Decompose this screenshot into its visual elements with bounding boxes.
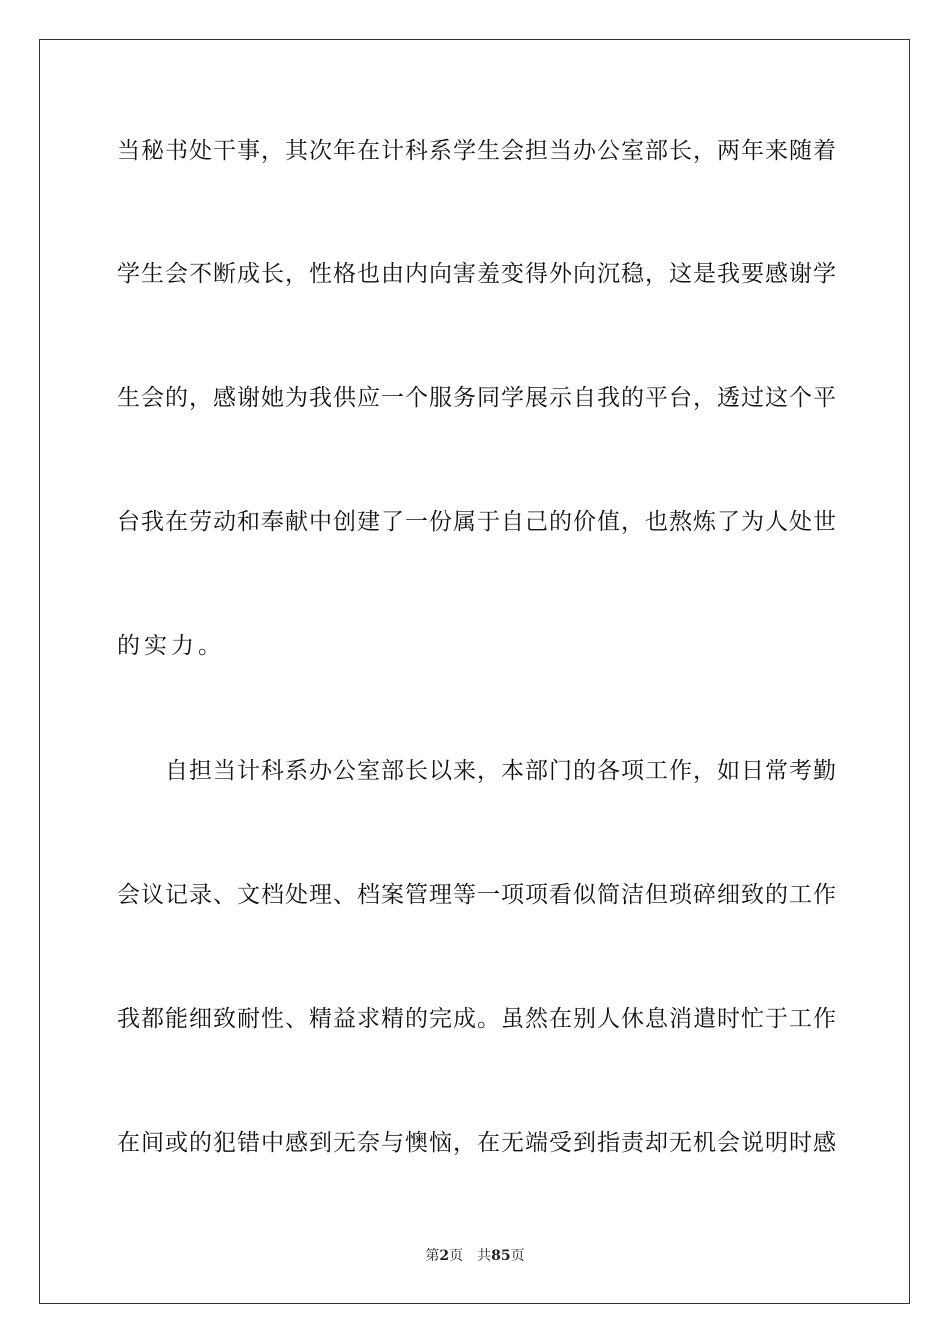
total-prefix: 共 — [477, 1248, 492, 1264]
text-line-3: 生会的，感谢她为我供应一个服务同学展示自我的平台，透过这个平 — [117, 385, 837, 411]
page-footer — [0, 1246, 950, 1266]
text-line-9: 在间或的犯错中感到无奈与懊恼，在无端受到指责却无机会说明时感 — [117, 1130, 837, 1156]
page-number: 2 — [439, 1248, 450, 1264]
page-border — [39, 39, 910, 1304]
paragraph-2-line-1: 自担当计科系办公室部长以来，本部门的各项工作，如日常考勤 — [165, 758, 837, 784]
text-line-8: 我都能细致耐性、精益求精的完成。虽然在别人休息消遣时忙于工作 — [117, 1006, 837, 1032]
text-line-2: 学生会不断成长，性格也由内向害羞变得外向沉稳，这是我要感谢学 — [117, 261, 837, 287]
total-pages: 85 — [491, 1248, 511, 1264]
page-suffix: 页 — [449, 1248, 464, 1264]
text-line-1: 当秘书处干事，其次年在计科系学生会担当办公室部长，两年来随着 — [117, 138, 837, 164]
text-line-5: 的实力。 — [117, 633, 225, 659]
page-prefix: 第 — [425, 1248, 440, 1264]
text-line-7: 会议记录、文档处理、档案管理等一项项看似简洁但琐碎细致的工作 — [117, 882, 837, 908]
total-suffix: 页 — [510, 1248, 525, 1264]
text-line-4: 台我在劳动和奉献中创建了一份属于自己的价值，也熬炼了为人处世 — [117, 509, 837, 535]
